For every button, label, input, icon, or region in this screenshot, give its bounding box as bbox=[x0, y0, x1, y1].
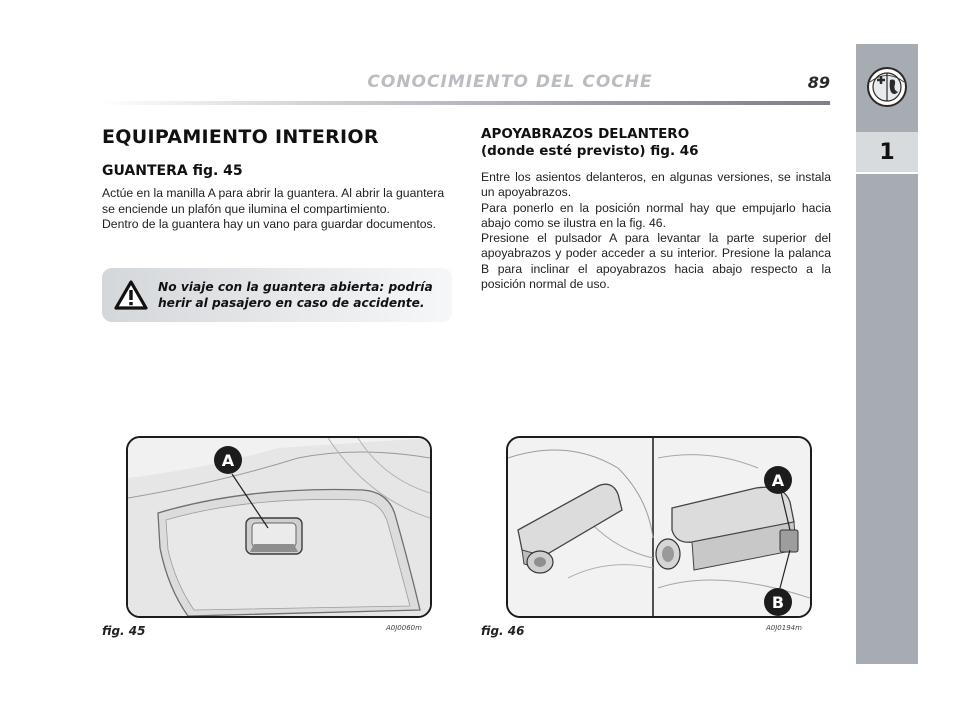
warning-text: No viaje con la guantera abierta: podría herir al pasajero en caso de accidente. bbox=[158, 280, 433, 310]
glovebox-drawing bbox=[128, 438, 430, 616]
figure-code: A0J0060m bbox=[386, 624, 422, 632]
section-title: EQUIPAMIENTO INTERIOR bbox=[102, 126, 379, 148]
callout-label: A bbox=[221, 450, 235, 470]
armrest-drawing bbox=[508, 438, 810, 616]
figure-code: A0J0194m bbox=[766, 624, 802, 632]
running-header-title: CONOCIMIENTO DEL COCHE bbox=[367, 72, 653, 92]
subsection-title-line: APOYABRAZOS DELANTERO bbox=[481, 126, 690, 142]
figure-46-armrest-illustration bbox=[506, 436, 812, 618]
body-text-guantera bbox=[102, 186, 457, 233]
page-number: 89 bbox=[807, 73, 830, 92]
subsection-title-line: (donde esté previsto) fig. 46 bbox=[481, 143, 699, 159]
paragraph: Actúe en la manilla A para abrir la guantera. Al abrir la guantera se enciende un plafón que ilumina el compartimiento. bbox=[102, 186, 445, 216]
callout-a bbox=[214, 446, 242, 474]
figure-label: fig. 45 bbox=[102, 624, 146, 638]
callout-b bbox=[764, 588, 792, 616]
side-tab-divider bbox=[856, 172, 918, 174]
warning-triangle-icon bbox=[114, 280, 148, 310]
side-logo-area bbox=[856, 44, 918, 130]
header-rule bbox=[100, 101, 830, 105]
callout-label: B bbox=[771, 592, 785, 612]
paragraph: Presione el pulsador A para levantar la parte superior del apoyabrazos y poder acceder a su interior. Presione la palanca B para inclinar el apoyabrazos hacia abajo respecto a la posición normal de uso. bbox=[481, 231, 831, 292]
body-text-apoyabrazos bbox=[481, 170, 831, 292]
chapter-number: 1 bbox=[856, 132, 918, 172]
paragraph: Para ponerlo en la posición normal hay que empujarlo hacia abajo como se ilustra en la fig. 46. bbox=[481, 200, 831, 230]
subsection-title-guantera: GUANTERA fig. 45 bbox=[102, 163, 243, 179]
subsection-title-apoyabrazos bbox=[481, 126, 841, 160]
callout-a bbox=[764, 466, 792, 494]
alfa-romeo-badge-icon bbox=[856, 44, 918, 130]
paragraph: Entre los asientos delanteros, en algunas versiones, se instala un apoyabrazos. bbox=[481, 170, 831, 200]
figure-45-glovebox-illustration bbox=[126, 436, 432, 618]
paragraph: Dentro de la guantera hay un vano para guardar documentos. bbox=[102, 217, 437, 231]
callout-label: A bbox=[771, 470, 785, 490]
figure-label: fig. 46 bbox=[481, 624, 525, 638]
